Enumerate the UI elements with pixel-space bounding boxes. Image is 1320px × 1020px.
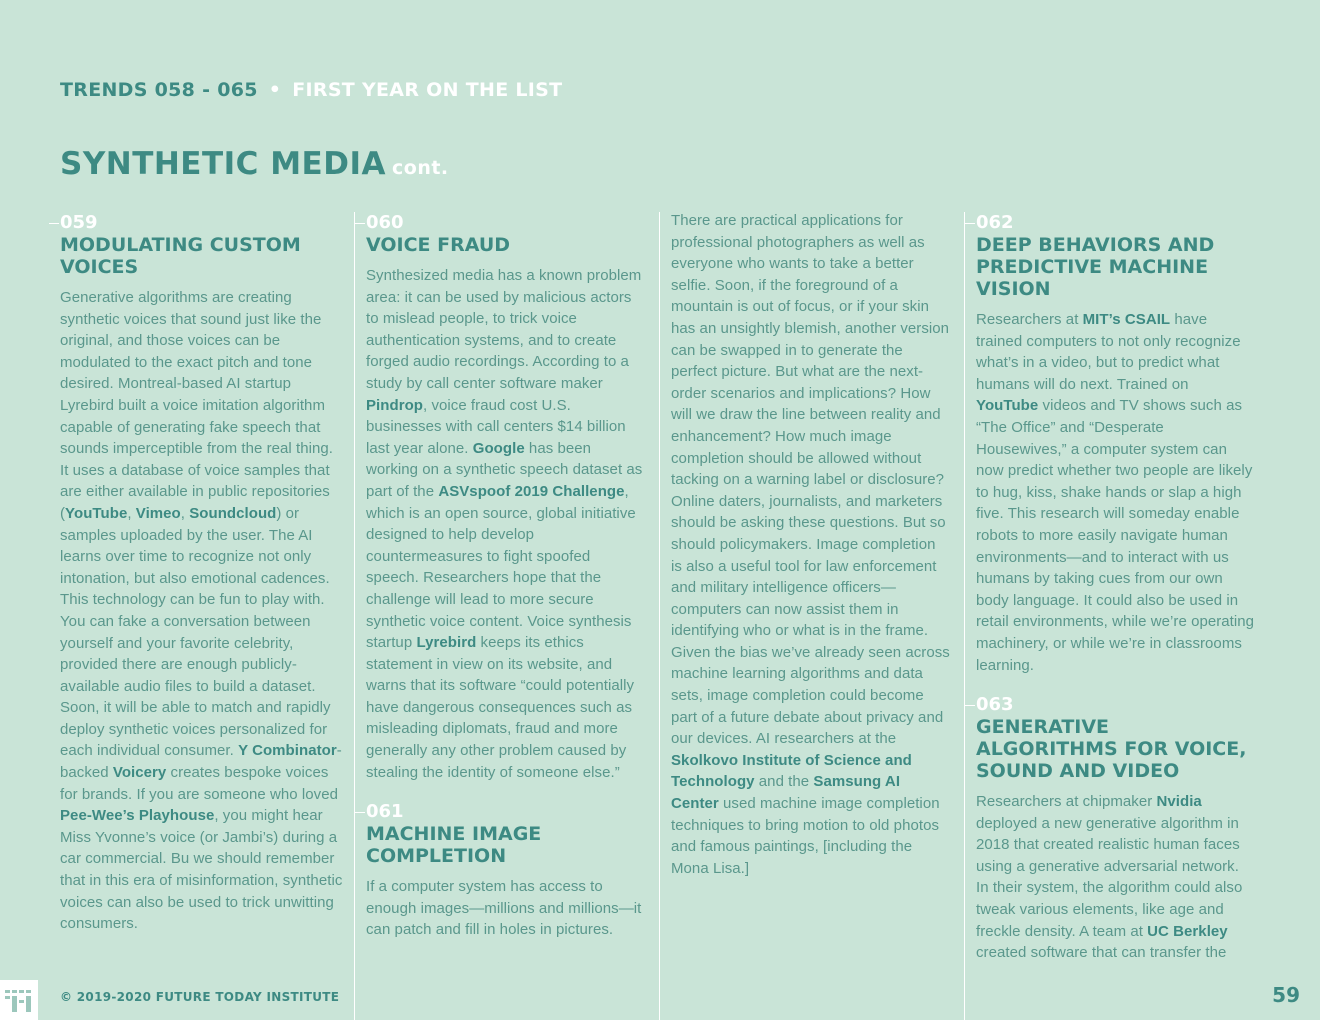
trend-body <box>366 265 645 783</box>
trend-061-continued <box>671 210 950 879</box>
trend-number: 063 <box>976 694 1255 716</box>
trend-title: GENERATIVE ALGORITHMS FOR VOICE, SOUND AND VIDEO <box>976 716 1247 783</box>
column-1 <box>0 212 345 1020</box>
trend-body <box>976 791 1255 964</box>
footer-copyright: © 2019-2020 FUTURE TODAY INSTITUTE <box>60 990 340 1004</box>
text-run: used machine image completion techniques to bring motion to old photos and famous paintings, [including the Mona Lisa.] <box>671 795 940 877</box>
trend-060 <box>366 212 645 783</box>
trend-body <box>671 210 950 879</box>
trend-body <box>60 287 345 935</box>
highlighted-name: Skolkovo Institute of Science and Technology <box>671 751 912 791</box>
text-run: deployed a new generative algorithm in 2018 that created realistic human faces using a generative adversarial network. In their system, the algorithm could also tweak various elements, like age and freckle density. A team at <box>976 814 1243 940</box>
trend-body <box>366 876 645 941</box>
page-number: 59 <box>1272 983 1300 1007</box>
highlighted-name: Google <box>472 439 525 457</box>
trend-body <box>976 309 1255 676</box>
text-run: Researchers at chipmaker <box>976 793 1157 811</box>
highlighted-name: Lyrebird <box>416 634 477 652</box>
highlighted-name: Nvidia <box>1156 793 1202 811</box>
text-run: , voice fraud cost U.S. businesses with call centers $14 billion last year alone. <box>366 396 626 457</box>
text-run: have trained computers to not only recognize what’s in a video, but to predict what humans will do next. Trained on <box>976 311 1241 393</box>
trend-063 <box>976 694 1255 964</box>
trend-title: MACHINE IMAGE COMPLETION <box>366 823 542 868</box>
trend-061 <box>366 801 645 941</box>
text-run: creates bespoke voices for brands. If you are someone who loved <box>60 764 338 803</box>
text-run: Synthesized media has a known problem area: it can be used by malicious actors to mislead people, to trick voice authentication systems, and to create forged audio recordings. According to a study by call center software maker <box>366 267 642 392</box>
text-run: , <box>127 504 136 522</box>
header-subtitle: FIRST YEAR ON THE LIST <box>292 79 563 101</box>
column-4 <box>964 212 1255 1020</box>
highlighted-name: Soundcloud <box>189 504 277 522</box>
text-run: keeps its ethics statement in view on its website, and warns that its software “could potentially have dangerous consequences such as misleading diplomats, fraud and more generally any other problem caused by stealing the identity of someone else.” <box>366 634 635 781</box>
text-run: Researchers at <box>976 311 1083 328</box>
text-run: , <box>180 504 190 522</box>
text-run: -backed <box>60 742 342 782</box>
trend-title: DEEP BEHAVIORS AND PREDICTIVE MACHINE VISION <box>976 234 1215 300</box>
header-separator: • <box>268 79 282 101</box>
highlighted-name: Pindrop <box>366 396 424 414</box>
text-run: has been working on a synthetic speech dataset as part of the <box>366 439 643 500</box>
highlighted-name: Vimeo <box>135 504 181 522</box>
text-run: and the <box>754 773 814 791</box>
trend-number: 062 <box>976 212 1255 234</box>
header-section: TRENDS 058 - 065 <box>60 79 258 101</box>
fti-logo-icon <box>0 980 38 1020</box>
highlighted-name: Y Combinator <box>238 742 337 760</box>
trend-059 <box>60 212 345 935</box>
highlighted-name: ASVspoof 2019 Challenge <box>438 482 625 500</box>
page-title <box>60 146 449 182</box>
text-run: There are practical applications for professional photographers as well as everyone who wants to take a better selfie. Soon, if the foreground of a mountain is out of focus, or if your skin has an unsightly blemish, another version can be swapped in to generate the perfect picture. But what are the next-order scenarios and implications? How will we draw the line between reality and enhancement? How much image completion should be allowed without tacking on a warning label or disclosure? Online daters, journalists, and marketers should be asking these questions. But so should policymakers. Image completion is also a useful tool for law enforcement and military intelligence officers—computers can now assist them in identifying who or what is in the frame. Given the bias we’ve already seen across machine learning algorithms and data sets, image completion could become part of a future debate about privacy and our devices. AI researchers at the <box>671 212 950 748</box>
text-run: , which is an open source, global initiative designed to help develop countermeasures to fight spoofed speech. Researchers hope that the challenge will lead to more secure synthetic voice content. Voice synthesis startup <box>366 482 636 652</box>
column-3 <box>659 212 950 1020</box>
highlighted-name: Samsung AI Center <box>671 773 901 813</box>
trend-number: 060 <box>366 212 645 234</box>
trend-number: 059 <box>60 212 345 234</box>
highlighted-name: YouTube <box>65 504 128 522</box>
text-run: videos and TV shows such as “The Office” and “Desperate Housewives,” a computer system can now predict whether two people are likely to hug, kiss, shake hands or slap a high five. This research will someday enable robots to more easily navigate human environments—and to interact with us humans by taking cues from our own body language. It could also be used in retail environments, while we’re operating machinery, or while we’re in classrooms learning. <box>976 397 1255 674</box>
highlighted-name: MIT’s CSAIL <box>1082 311 1171 328</box>
highlighted-name: Pee-Wee’s Playhouse <box>60 807 215 825</box>
trend-title: VOICE FRAUD <box>366 234 511 256</box>
text-run: Generative algorithms are creating synthetic voices that sound just like the original, and those voices can be modulated to the exact pitch and tone desired. Montreal-based AI startup Lyrebird built a voice imitation algorithm capable of generating fake speech that sounds imperceptible from the real thing. It uses a database of voice samples that are either available in public repositories ( <box>60 289 334 522</box>
page-header <box>60 79 562 101</box>
page-title-main: SYNTHETIC MEDIA <box>60 146 386 182</box>
highlighted-name: Voicery <box>112 764 167 782</box>
trend-062 <box>976 212 1255 676</box>
text-run: ) or samples uploaded by the user. The AI learns over time to recognize not only intonation, but also emotional cadences. This technology can be fun to play with. You can fake a conversation between yourself and your favorite celebrity, provided there are enough publicly-available audio files to build a dataset. Soon, it will be able to match and rapidly deploy synthetic voices personalized for each individual consumer. <box>60 504 331 760</box>
column-2 <box>354 212 645 1020</box>
highlighted-name: YouTube <box>976 397 1039 415</box>
trend-title: MODULATING CUSTOM VOICES <box>60 234 301 278</box>
fti-logo-mark <box>5 990 33 1012</box>
page-title-cont: cont. <box>392 157 449 179</box>
trend-number: 061 <box>366 801 645 823</box>
highlighted-name: UC Berkley <box>1147 922 1228 940</box>
text-run: If a computer system has access to enough images—millions and millions—it can patch and fill in holes in pictures. <box>366 878 642 939</box>
text-run: created software that can transfer the <box>976 944 1227 962</box>
text-run: , you might hear Miss Yvonne’s voice (or Jambi’s) during a car commercial. Bu we should remember that in this era of misinformation, synthetic voices can also be used to trick unwitting consumers. <box>60 807 343 933</box>
